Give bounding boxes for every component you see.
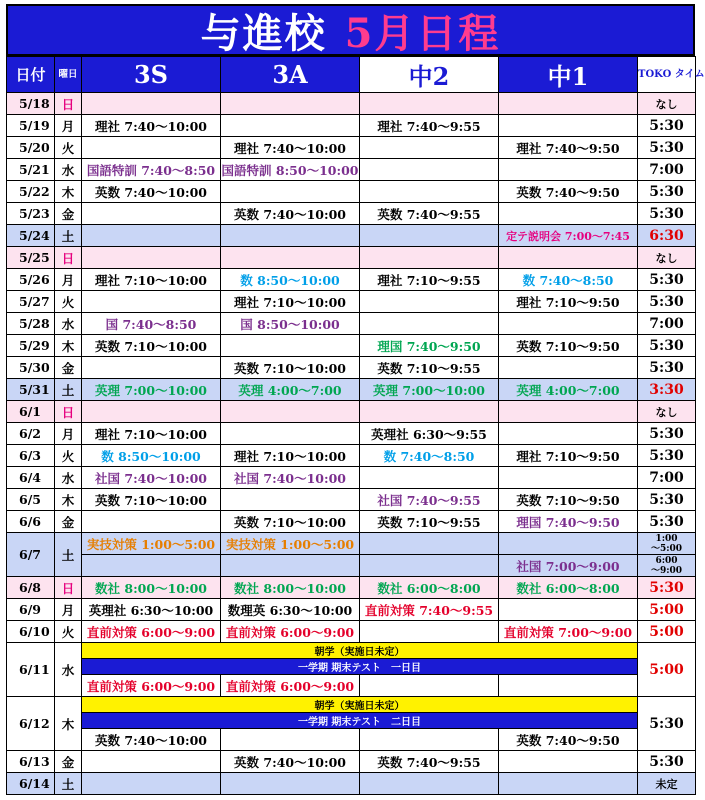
date-cell: 6/8 — [7, 577, 55, 599]
table-row — [7, 729, 696, 751]
toko-cell: 5:30 — [638, 697, 696, 751]
table-row — [7, 555, 696, 577]
cell-3s: 直前対策 6:00～9:00 — [82, 621, 221, 643]
table-row — [7, 313, 696, 335]
header-3s: 3S — [82, 57, 221, 93]
dow-cell: 月 — [55, 115, 82, 137]
date-cell: 6/9 — [7, 599, 55, 621]
cell-chu2: 社国 7:40～9:55 — [360, 489, 499, 511]
dow-cell: 木 — [55, 489, 82, 511]
dow-cell: 水 — [55, 313, 82, 335]
date-cell: 6/3 — [7, 445, 55, 467]
cell-3a: 社国 7:40～10:00 — [221, 467, 360, 489]
toko-cell: 1:00 ～5:00 — [638, 533, 696, 555]
cell-chu1: 英数 7:40～9:50 — [499, 729, 638, 751]
toko-cell: 7:00 — [638, 467, 696, 489]
cell-3a: 数社 8:00～10:00 — [221, 577, 360, 599]
header-chu1: 中1 — [499, 57, 638, 93]
dow-cell: 水 — [55, 159, 82, 181]
toko-cell: 未定 — [638, 773, 696, 795]
schedule-table — [6, 56, 705, 795]
dow-cell: 金 — [55, 357, 82, 379]
dow-cell: 金 — [55, 203, 82, 225]
dow-cell: 日 — [55, 401, 82, 423]
date-cell: 6/10 — [7, 621, 55, 643]
cell-3s: 英数 7:40～10:00 — [82, 729, 221, 751]
cell-3a: 英数 7:10～10:00 — [221, 357, 360, 379]
toko-cell: 5:30 — [638, 577, 696, 599]
dow-cell: 火 — [55, 137, 82, 159]
toko-cell: 5:30 — [638, 751, 696, 773]
cell-3s: 国語特訓 7:40～8:50 — [82, 159, 221, 181]
cell-chu2: 理国 7:40～9:50 — [360, 335, 499, 357]
table-row — [7, 379, 696, 401]
cell-3s: 英数 7:40～10:00 — [82, 181, 221, 203]
cell-3s: 理社 7:10～10:00 — [82, 269, 221, 291]
cell-chu1: 英数 7:10～9:50 — [499, 335, 638, 357]
toko-cell: 6:30 — [638, 225, 696, 247]
cell-3s: 実技対策 1:00～5:00 — [82, 533, 221, 555]
date-cell: 6/4 — [7, 467, 55, 489]
date-cell: 5/22 — [7, 181, 55, 203]
cell-chu2: 理社 7:10～9:55 — [360, 269, 499, 291]
dow-cell: 土 — [55, 225, 82, 247]
table-row — [7, 137, 696, 159]
table-row — [7, 269, 696, 291]
cell-chu1: 社国 7:00～9:00 — [499, 555, 638, 577]
table-row — [7, 773, 696, 795]
cell-chu2: 理社 7:40～9:55 — [360, 115, 499, 137]
date-cell: 5/24 — [7, 225, 55, 247]
table-row — [7, 445, 696, 467]
cell-chu1: 直前対策 7:00～9:00 — [499, 621, 638, 643]
dow-cell: 日 — [55, 247, 82, 269]
cell-3s: 社国 7:40～10:00 — [82, 467, 221, 489]
cell-3s: 英理 7:00～10:00 — [82, 379, 221, 401]
toko-cell: 5:30 — [638, 423, 696, 445]
cell-3a: 国 8:50～10:00 — [221, 313, 360, 335]
exam-banner: 一学期 期末テスト 二日目 — [82, 713, 638, 729]
dow-cell: 土 — [55, 533, 82, 577]
table-row — [7, 533, 696, 555]
dow-cell: 木 — [55, 181, 82, 203]
table-row — [7, 247, 696, 269]
cell-chu1: 数 7:40～8:50 — [499, 269, 638, 291]
table-row — [7, 675, 696, 697]
cell-3s: 理社 7:10～10:00 — [82, 423, 221, 445]
cell-3a: 数 8:50～10:00 — [221, 269, 360, 291]
toko-cell: 5:30 — [638, 137, 696, 159]
cell-chu1: 定テ説明会 7:00～7:45 — [499, 225, 638, 247]
exam-banner: 一学期 期末テスト 一日目 — [82, 659, 638, 675]
date-cell: 6/6 — [7, 511, 55, 533]
date-cell: 6/13 — [7, 751, 55, 773]
table-row — [7, 93, 696, 115]
table-row — [7, 467, 696, 489]
morning-study-banner: 朝学（実施日未定） — [82, 697, 638, 713]
toko-cell: 5:30 — [638, 357, 696, 379]
dow-cell: 日 — [55, 577, 82, 599]
date-cell: 5/23 — [7, 203, 55, 225]
cell-3s: 英数 7:10～10:00 — [82, 335, 221, 357]
toko-cell: 5:30 — [638, 335, 696, 357]
table-row — [7, 713, 696, 729]
date-cell: 5/18 — [7, 93, 55, 115]
table-row — [7, 115, 696, 137]
table-row — [7, 511, 696, 533]
table-row — [7, 335, 696, 357]
date-cell: 6/14 — [7, 773, 55, 795]
table-row — [7, 423, 696, 445]
toko-cell: 7:00 — [638, 159, 696, 181]
dow-cell: 火 — [55, 291, 82, 313]
toko-cell: なし — [638, 93, 696, 115]
table-row — [7, 659, 696, 675]
dow-cell: 土 — [55, 379, 82, 401]
toko-cell: なし — [638, 247, 696, 269]
date-cell: 5/20 — [7, 137, 55, 159]
cell-chu2: 直前対策 7:40～9:55 — [360, 599, 499, 621]
dow-cell: 月 — [55, 423, 82, 445]
toko-cell: 3:30 — [638, 379, 696, 401]
cell-chu1: 数社 6:00～8:00 — [499, 577, 638, 599]
cell-chu2: 数 7:40～8:50 — [360, 445, 499, 467]
cell-3s: 英理社 6:30～10:00 — [82, 599, 221, 621]
table-row — [7, 203, 696, 225]
cell-chu2: 数社 6:00～8:00 — [360, 577, 499, 599]
toko-cell: 5:30 — [638, 445, 696, 467]
table-row — [7, 225, 696, 247]
toko-cell: 5:30 — [638, 181, 696, 203]
date-cell: 5/19 — [7, 115, 55, 137]
cell-chu2: 英理 7:00～10:00 — [360, 379, 499, 401]
date-cell: 5/30 — [7, 357, 55, 379]
cell-chu1: 理社 7:40～9:50 — [499, 137, 638, 159]
cell-3a: 直前対策 6:00～9:00 — [221, 621, 360, 643]
date-cell: 5/26 — [7, 269, 55, 291]
dow-cell: 水 — [55, 643, 82, 697]
dow-cell: 日 — [55, 93, 82, 115]
toko-cell: 6:00 ～9:00 — [638, 555, 696, 577]
date-cell: 5/25 — [7, 247, 55, 269]
table-row — [7, 599, 696, 621]
cell-3s: 英数 7:10～10:00 — [82, 489, 221, 511]
table-row — [7, 181, 696, 203]
cell-chu2: 英数 7:40～9:55 — [360, 203, 499, 225]
cell-3a: 英数 7:40～10:00 — [221, 751, 360, 773]
table-row — [7, 621, 696, 643]
cell-chu1: 理社 7:10～9:50 — [499, 445, 638, 467]
cell-chu1: 理社 7:10～9:50 — [499, 291, 638, 313]
table-row — [7, 291, 696, 313]
cell-3a: 直前対策 6:00～9:00 — [221, 675, 360, 697]
cell-3a: 国語特訓 8:50～10:00 — [221, 159, 360, 181]
cell-3a: 理社 7:40～10:00 — [221, 137, 360, 159]
date-cell: 5/27 — [7, 291, 55, 313]
cell-chu2: 英数 7:40～9:55 — [360, 751, 499, 773]
header-chu2: 中2 — [360, 57, 499, 93]
table-row — [7, 577, 696, 599]
cell-chu2: 英数 7:10～9:55 — [360, 511, 499, 533]
header-3a: 3A — [221, 57, 360, 93]
cell-3s: 国 7:40～8:50 — [82, 313, 221, 335]
toko-cell: 5:00 — [638, 599, 696, 621]
cell-3a: 理社 7:10～10:00 — [221, 445, 360, 467]
dow-cell: 月 — [55, 599, 82, 621]
cell-3a: 実技対策 1:00～5:00 — [221, 533, 360, 555]
toko-cell: 5:00 — [638, 621, 696, 643]
cell-chu1: 英数 7:10～9:50 — [499, 489, 638, 511]
dow-cell: 水 — [55, 467, 82, 489]
dow-cell: 火 — [55, 621, 82, 643]
cell-3s: 直前対策 6:00～9:00 — [82, 675, 221, 697]
dow-cell: 月 — [55, 269, 82, 291]
toko-cell: 5:30 — [638, 489, 696, 511]
cell-chu1: 英数 7:40～9:50 — [499, 181, 638, 203]
toko-cell: 5:30 — [638, 511, 696, 533]
date-cell: 6/11 — [7, 643, 55, 697]
header-date: 日付 — [7, 57, 55, 93]
date-cell: 6/12 — [7, 697, 55, 751]
cell-3a: 英数 7:10～10:00 — [221, 511, 360, 533]
cell-3a: 英理 4:00～7:00 — [221, 379, 360, 401]
cell-3s: 数 8:50～10:00 — [82, 445, 221, 467]
date-cell: 6/5 — [7, 489, 55, 511]
dow-cell: 金 — [55, 751, 82, 773]
table-row — [7, 401, 696, 423]
cell-chu1: 理国 7:40～9:50 — [499, 511, 638, 533]
toko-cell: 7:00 — [638, 313, 696, 335]
header-toko: TOKO タイム — [638, 57, 696, 93]
dow-cell: 火 — [55, 445, 82, 467]
table-row — [7, 489, 696, 511]
table-row — [7, 159, 696, 181]
morning-study-banner: 朝学（実施日未定） — [82, 643, 638, 659]
schedule-sheet — [6, 4, 705, 792]
dow-cell: 金 — [55, 511, 82, 533]
header-dow: 曜日 — [55, 57, 82, 93]
date-cell: 6/7 — [7, 533, 55, 577]
toko-cell: 5:00 — [638, 643, 696, 697]
toko-cell: 5:30 — [638, 291, 696, 313]
toko-cell: 5:30 — [638, 203, 696, 225]
cell-3s: 数社 8:00～10:00 — [82, 577, 221, 599]
date-cell: 6/2 — [7, 423, 55, 445]
cell-chu1: 英理 4:00～7:00 — [499, 379, 638, 401]
date-cell: 5/31 — [7, 379, 55, 401]
cell-3s: 理社 7:40～10:00 — [82, 115, 221, 137]
cell-chu2: 英数 7:10～9:55 — [360, 357, 499, 379]
title-main: 与進校 — [200, 9, 327, 57]
cell-3a: 英数 7:40～10:00 — [221, 203, 360, 225]
table-row — [7, 357, 696, 379]
cell-3a: 理社 7:10～10:00 — [221, 291, 360, 313]
toko-cell: 5:30 — [638, 269, 696, 291]
page-title — [6, 4, 695, 56]
cell-chu2: 英理社 6:30～9:55 — [360, 423, 499, 445]
table-row — [7, 751, 696, 773]
dow-cell: 土 — [55, 773, 82, 795]
title-sub: 5月日程 — [344, 9, 501, 57]
dow-cell: 木 — [55, 335, 82, 357]
date-cell: 5/28 — [7, 313, 55, 335]
toko-cell: なし — [638, 401, 696, 423]
date-cell: 5/29 — [7, 335, 55, 357]
dow-cell: 木 — [55, 697, 82, 751]
toko-cell: 5:30 — [638, 115, 696, 137]
date-cell: 6/1 — [7, 401, 55, 423]
table-row — [7, 697, 696, 713]
date-cell: 5/21 — [7, 159, 55, 181]
table-row — [7, 643, 696, 659]
cell-3a: 数理英 6:30～10:00 — [221, 599, 360, 621]
